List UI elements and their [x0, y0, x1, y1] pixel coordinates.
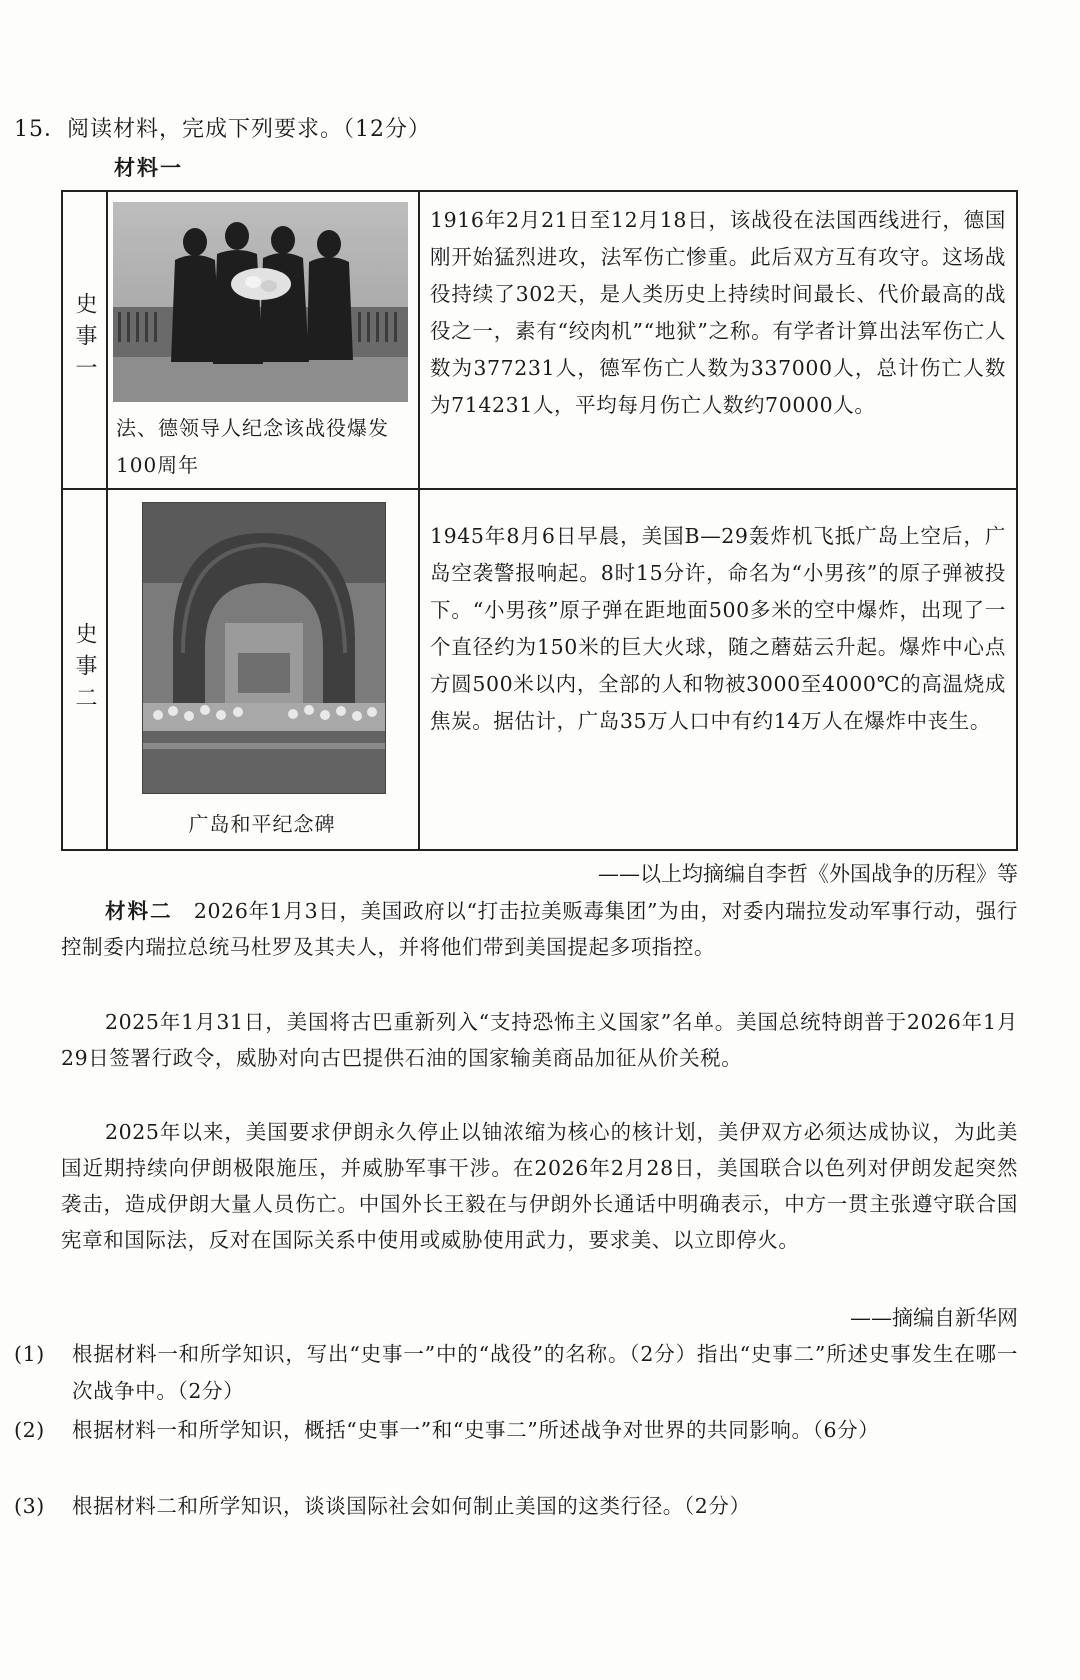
material1-table [61, 190, 1018, 851]
material2-paragraph-2: 2025年1月31日，美国将古巴重新列入“支持恐怖主义国家”名单。美国总统特朗普于2026年1月29日签署行政令，威胁对向古巴提供石油的国家输美商品加征从价关税。 [61, 1010, 1018, 1070]
image-cell [106, 192, 420, 488]
event2-text: 1945年8月6日早晨，美国B—29轰炸机飞抵广岛上空后，广岛空袭警报响起。8时15分许，命名为“小男孩”的原子弹被投下。“小男孩”原子弹在距地面500多米的空中爆炸，出现了一个直径约为150米的巨大火球，随之蘑菇云升起。爆炸中心点方圆500米以内，全部的人和物被3000至4000℃的高温烧成焦炭。据估计，广岛35万人口中有约14万人在爆炸中丧生。 [430, 524, 1006, 733]
material2-paragraph-1 [61, 893, 1018, 965]
text-cell [418, 490, 1016, 849]
material2-label: 材料二 [105, 899, 173, 923]
row-header-label: 史事一 [72, 292, 97, 388]
material2-p1-text: 2026年1月3日，美国政府以“打击拉美贩毒集团”为由，对委内瑞拉发动军事行动，强行控制委内瑞拉总统马杜罗及其夫人，并将他们带到美国提起多项指控。 [61, 899, 1018, 959]
question-title: 15．阅读材料，完成下列要求。（12分） [14, 117, 431, 142]
image-cell [106, 490, 420, 849]
question-item [14, 1488, 1018, 1525]
hiroshima-memorial-photo [142, 502, 386, 794]
question-text: 根据材料一和所学知识，概括“史事一”和“史事二”所述战争对世界的共同影响。（6分） [72, 1418, 880, 1442]
material1-label: 材料一 [114, 156, 183, 180]
row-header-label: 史事二 [72, 621, 97, 718]
question-item [14, 1336, 1018, 1410]
material1-source: ——以上均摘编自李哲《外国战争的历程》等 [598, 862, 1018, 886]
question-item [14, 1412, 1018, 1449]
material2-paragraph-3: 2025年以来，美国要求伊朗永久停止以铀浓缩为核心的核计划，美伊双方必须达成协议，为此美国近期持续向伊朗极限施压，并威胁军事干涉。在2026年2月28日，美国联合以色列对伊朗发起突然袭击，造成伊朗大量人员伤亡。中国外长王毅在与伊朗外长通话中明确表示，中方一贯主张遵守联合国宪章和国际法，反对在国际关系中使用或威胁使用武力，要求美、以立即停火。 [61, 1120, 1018, 1252]
event1-text: 1916年2月21日至12月18日，该战役在法国西线进行，德国刚开始猛烈进攻，法军伤亡惨重。此后双方互有攻守。这场战役持续了302天，是人类历史上持续时间最长、代价最高的战役之一，素有“绞肉机”“地狱”之称。有学者计算出法军伤亡人数为377231人，德军伤亡人数为337000人，总计伤亡人数为714231人，平均每月伤亡人数约70000人。 [430, 208, 1006, 417]
row-header [63, 192, 108, 488]
table-row [63, 192, 1016, 490]
photo-caption: 广岛和平纪念碑 [188, 812, 336, 836]
question-text: 根据材料一和所学知识，写出“史事一”中的“战役”的名称。（2分）指出“史事二”所述史事发生在哪一次战争中。（2分） [72, 1342, 1018, 1403]
material2-source: ——摘编自新华网 [850, 1306, 1018, 1330]
row-header [63, 490, 108, 849]
photo-caption: 法、德领导人纪念该战役爆发100周年 [116, 416, 389, 477]
leaders-memorial-photo [113, 202, 408, 402]
question-number: (3) [14, 1494, 45, 1518]
question-number: (1) [14, 1342, 45, 1366]
table-row [63, 490, 1016, 849]
question-text: 根据材料二和所学知识，谈谈国际社会如何制止美国的这类行径。（2分） [72, 1494, 751, 1518]
question-number: (2) [14, 1418, 45, 1442]
text-cell [418, 192, 1016, 488]
